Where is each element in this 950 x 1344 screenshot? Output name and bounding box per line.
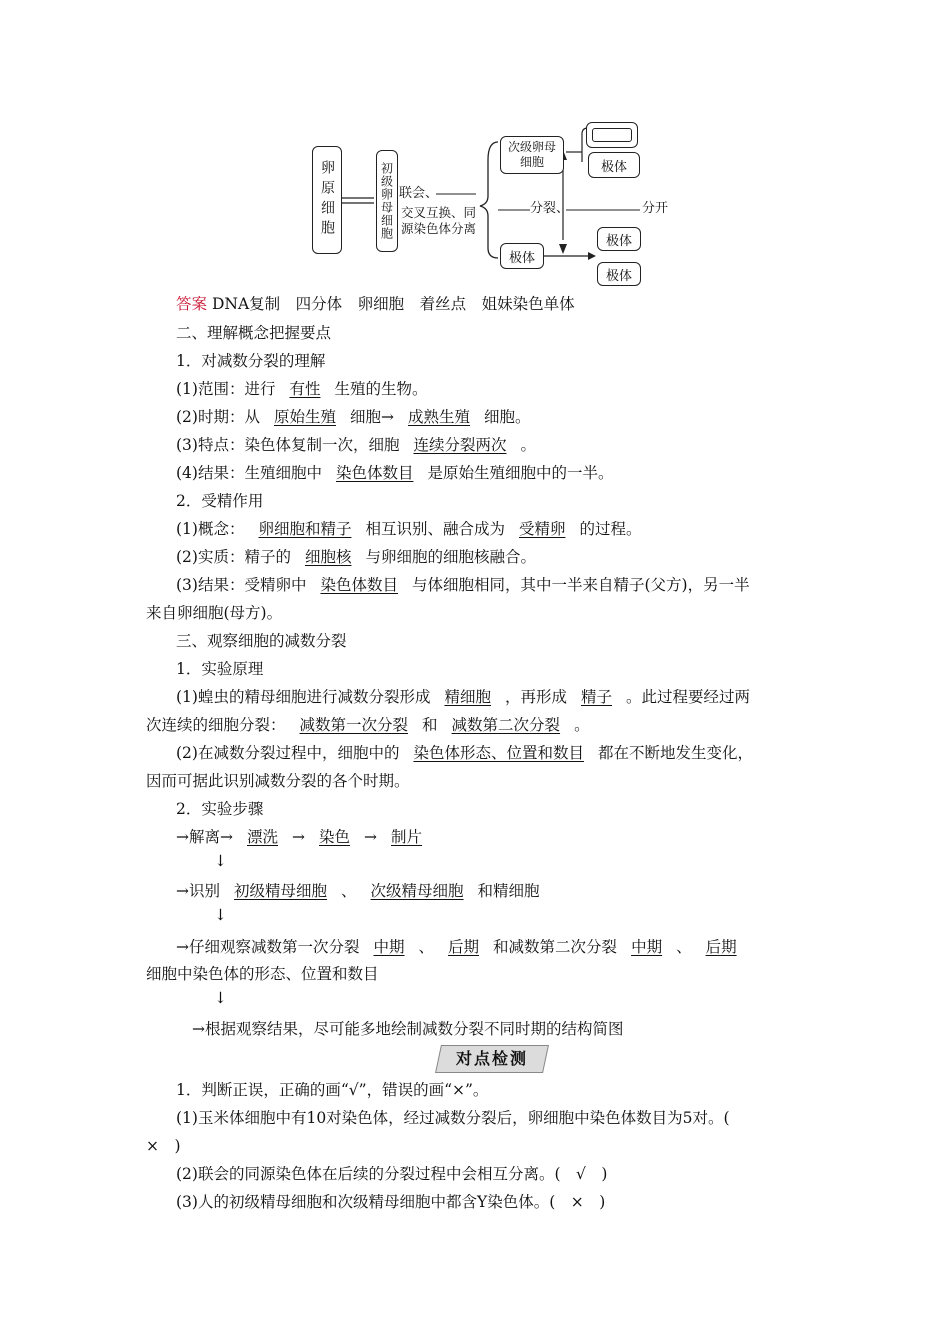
subheading: 1．实验原理 [176, 660, 264, 678]
answer-line [176, 292, 575, 314]
text: 生殖的生物。 [334, 380, 428, 398]
polar-body-label: 极体 [605, 233, 632, 249]
separation-text: 分开 [642, 201, 669, 216]
text-line [176, 545, 536, 567]
text: →仔细观察减数第一次分裂 [176, 938, 360, 956]
text-line [146, 713, 590, 735]
answer-blank: 中期 [631, 938, 663, 956]
text: (2)在减数分裂过程中，细胞中的 [176, 744, 400, 762]
secondary-oocyte-box [500, 136, 564, 174]
text: 、 [676, 938, 692, 956]
text: 细胞。 [484, 408, 531, 426]
answer-blank: 漂洗 [246, 828, 278, 846]
question-line: (3)人的初级精母细胞和次级精母细胞中都含Y染色体。( × ) [176, 1193, 606, 1211]
answer-blank: 染色体形态、位置和数目 [413, 744, 584, 762]
answer-blank: 减数第二次分裂 [451, 716, 561, 734]
section-heading: 三、观察细胞的减数分裂 [176, 632, 347, 650]
polar-body-box-2 [500, 243, 544, 269]
subheading: 2．受精作用 [176, 492, 264, 510]
banner-title: 对点检测 [455, 1049, 528, 1068]
answer-blank: 有性 [289, 380, 321, 398]
text: 和减数第二次分裂 [493, 938, 618, 956]
text: →识别 [176, 882, 220, 900]
polar-body-box-3 [597, 227, 641, 251]
text-line [176, 405, 531, 427]
text: 都在不断地发生变化， [597, 744, 753, 762]
text-line [176, 377, 428, 399]
text: 是原始生殖细胞中的一半。 [427, 464, 614, 482]
answer-blank: 染色体数目 [320, 576, 398, 594]
answer-blank: 初级精母细胞 [234, 882, 328, 900]
oogonium-label: 卵原细胞 [319, 160, 335, 240]
text: (1)蝗虫的精母细胞进行减数分裂形成 [176, 688, 431, 706]
polar-body-label: 极体 [605, 268, 632, 284]
text: 、 [418, 938, 435, 956]
text-line [176, 573, 750, 595]
text-line [176, 433, 536, 455]
text: 。 [520, 436, 536, 454]
polar-body-label: 极体 [600, 159, 627, 175]
text: 与体细胞相同，其中一半来自精子(父方)，另一半 [411, 576, 750, 594]
primary-oocyte-label: 初级卵母细胞 [379, 162, 394, 240]
step-line: →根据观察结果，尽可能多地绘制减数分裂不同时期的结构简图 [192, 1020, 624, 1038]
text: 和 [422, 716, 438, 734]
section-heading: 二、理解概念把握要点 [176, 324, 332, 342]
text-line [176, 517, 642, 539]
answer-blank: 受精卵 [519, 520, 566, 538]
answer-blank: 精子 [581, 688, 613, 706]
answer-blank: 原始生殖 [273, 408, 336, 426]
answer-blank: 次级精母细胞 [370, 882, 464, 900]
answer-blank: 精细胞 [444, 688, 491, 706]
text: 与卵细胞的细胞核融合。 [365, 548, 536, 566]
blank-inner [592, 128, 632, 142]
step-line [176, 935, 751, 957]
division-text: 分裂、 [530, 201, 570, 216]
text: 细胞→ [349, 408, 394, 426]
synapsis-text: 联会、 [399, 186, 439, 201]
down-arrow: ↓ [214, 989, 227, 1007]
text: (2)实质：精子的 [176, 548, 291, 566]
down-arrow: ↓ [214, 852, 227, 870]
answer-blank: 减数第一次分裂 [299, 716, 409, 734]
answer-blank: 连续分裂两次 [413, 436, 507, 454]
text: → [364, 828, 378, 846]
diagram-connectors [0, 0, 950, 300]
question-answer: × ) [146, 1137, 181, 1155]
answer-blank: 细胞核 [304, 548, 352, 566]
text: → [292, 828, 305, 846]
text: 、 [341, 882, 357, 900]
secondary-oocyte-label: 次级卵母细胞 [507, 140, 556, 169]
answer-blank: 制片 [391, 828, 423, 846]
text: (2)时期：从 [176, 408, 260, 426]
question-line: (1)玉米体细胞中有10对染色体，经过减数分裂后，卵细胞中染色体数目为5对。( [176, 1109, 730, 1127]
text-line: 来自卵细胞(母方)。 [146, 604, 283, 622]
answer-blank: 中期 [373, 938, 405, 956]
answer-blank: 后期 [448, 938, 480, 956]
question-line: (2)联会的同源染色体在后续的分裂过程中会相互分离。( √ ) [176, 1165, 608, 1183]
text: 的过程。 [579, 520, 642, 538]
primary-oocyte-box [376, 150, 398, 252]
text-line: 因而可据此识别减数分裂的各个时期。 [146, 772, 410, 790]
text: (1)概念： [176, 520, 245, 538]
text-line [176, 685, 750, 707]
polar-body-box-4 [597, 262, 641, 286]
answer-blank: 染色体数目 [335, 464, 414, 482]
answer-blank: 染色 [319, 828, 351, 846]
text: (1)范围：进行 [176, 380, 276, 398]
question-line: 1．判断正误，正确的画“√”，错误的画“×”。 [176, 1081, 489, 1099]
text: (4)结果：生殖细胞中 [176, 464, 322, 482]
step-line [176, 879, 540, 901]
answer-blank: 后期 [705, 938, 737, 956]
blank-answer-box [586, 122, 638, 148]
answer-label: 答案 [176, 295, 208, 313]
text-line [176, 741, 753, 763]
text: (3)结果：受精卵中 [176, 576, 307, 594]
text-line: 细胞中染色体的形态、位置和数目 [146, 965, 379, 983]
text: (3)特点：染色体复制一次，细胞 [176, 436, 400, 454]
text-line [176, 461, 614, 483]
text: 。此过程要经过两 [626, 688, 751, 706]
section-banner [435, 1045, 549, 1073]
text: 和精细胞 [477, 882, 540, 900]
subheading: 2．实验步骤 [176, 800, 264, 818]
down-arrow: ↓ [214, 906, 227, 924]
text: →解离→ [176, 828, 233, 846]
crossover-text: 交叉互换、同源染色体分离 [401, 205, 477, 236]
text: 次连续的细胞分裂： [146, 716, 286, 734]
text: 相互识别、融合成为 [365, 520, 505, 538]
text: ，再形成 [504, 688, 567, 706]
subheading: 1．对减数分裂的理解 [176, 352, 326, 370]
step-line [176, 825, 436, 847]
answer-text: DNA复制 四分体 卵细胞 着丝点 姐妹染色单体 [211, 295, 575, 313]
answer-blank: 成熟生殖 [407, 408, 470, 426]
polar-body-box-1 [588, 152, 640, 178]
text: 。 [574, 716, 590, 734]
polar-body-label: 极体 [508, 250, 535, 266]
answer-blank: 卵细胞和精子 [258, 520, 352, 538]
